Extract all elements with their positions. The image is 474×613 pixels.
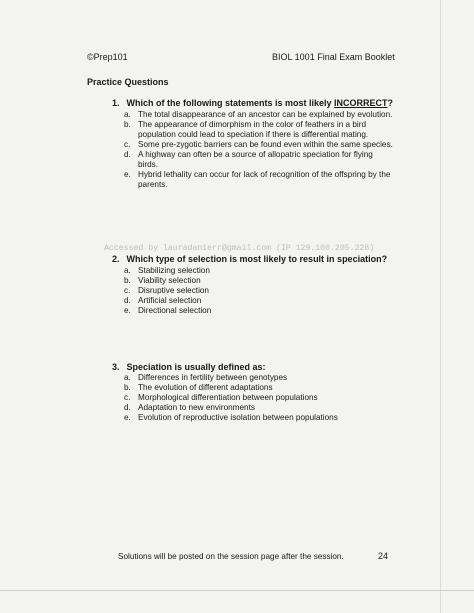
question-1 xyxy=(112,98,412,109)
option-3d xyxy=(124,403,394,413)
option-3a xyxy=(124,373,394,383)
option-text: Directional selection xyxy=(138,306,212,315)
option-letter: d. xyxy=(124,150,131,159)
option-text: Viability selection xyxy=(138,276,201,285)
footer-note: Solutions will be posted on the session page after the session. xyxy=(118,552,344,561)
option-2d xyxy=(124,296,394,306)
option-text: Stabilizing selection xyxy=(138,266,210,275)
option-3c xyxy=(124,393,394,403)
option-3b xyxy=(124,383,394,393)
option-letter: c. xyxy=(124,286,131,295)
option-letter: b. xyxy=(124,276,131,285)
option-text: Hybrid lethality can occur for lack of recognition of the offspring by the parents. xyxy=(138,170,391,189)
option-text: The evolution of different adaptations xyxy=(138,383,273,392)
question-text: Which type of selection is most likely to result in speciation? xyxy=(126,254,388,264)
question-number: 1. xyxy=(112,98,120,108)
option-letter: b. xyxy=(124,383,131,392)
option-letter: a. xyxy=(124,110,131,119)
option-letter: a. xyxy=(124,373,131,382)
option-letter: d. xyxy=(124,296,131,305)
option-1a xyxy=(124,110,394,120)
option-1b xyxy=(124,120,394,140)
question-emphasis: INCORRECT xyxy=(334,98,388,108)
question-number: 2. xyxy=(112,254,120,264)
option-text: Some pre-zygotic barriers can be found even within the same species. xyxy=(138,140,393,149)
question-3-options xyxy=(124,373,394,423)
option-letter: e. xyxy=(124,413,131,422)
option-text: Disruptive selection xyxy=(138,286,209,295)
option-1c xyxy=(124,140,394,150)
page-edge-bottom xyxy=(0,590,474,591)
option-1d xyxy=(124,150,394,170)
option-3e xyxy=(124,413,394,423)
option-letter: e. xyxy=(124,306,131,315)
page-number: 24 xyxy=(378,551,389,561)
option-text: Morphological differentiation between populations xyxy=(138,393,318,402)
option-letter: d. xyxy=(124,403,131,412)
option-2e xyxy=(124,306,394,316)
option-text: A highway can often be a source of allopatric speciation for flying birds. xyxy=(138,150,373,169)
option-letter: a. xyxy=(124,266,131,275)
option-letter: c. xyxy=(124,140,131,149)
question-2-options xyxy=(124,266,394,316)
question-1-options xyxy=(124,110,394,190)
question-text: Which of the following statements is most likely xyxy=(126,98,335,108)
option-2c xyxy=(124,286,394,296)
option-text: Differences in fertility between genotypes xyxy=(138,373,288,382)
option-text: The total disappearance of an ancestor can be explained by evolution. xyxy=(138,110,393,119)
question-3 xyxy=(112,362,412,373)
question-2 xyxy=(112,254,412,265)
option-text: Artificial selection xyxy=(138,296,202,305)
option-text: Adaptation to new environments xyxy=(138,403,255,412)
option-letter: c. xyxy=(124,393,131,402)
section-title: Practice Questions xyxy=(87,77,169,87)
page-edge-right xyxy=(440,0,441,613)
header-right: BIOL 1001 Final Exam Booklet xyxy=(272,52,395,62)
question-text-end: ? xyxy=(387,98,394,108)
option-1e xyxy=(124,170,394,190)
option-letter: b. xyxy=(124,120,131,129)
option-letter: e. xyxy=(124,170,131,179)
header-left: ©Prep101 xyxy=(87,52,128,62)
access-watermark: Accessed by lauradanierr@gmail.com (IP 129.100.205.228) xyxy=(104,244,375,253)
option-text: Evolution of reproductive isolation between populations xyxy=(138,413,338,422)
option-2a xyxy=(124,266,394,276)
question-number: 3. xyxy=(112,362,120,372)
option-text: The appearance of dimorphism in the color of feathers in a bird population could lead to speciation if there is differential mating. xyxy=(138,120,369,139)
option-2b xyxy=(124,276,394,286)
question-text: Speciation is usually defined as: xyxy=(126,362,266,372)
